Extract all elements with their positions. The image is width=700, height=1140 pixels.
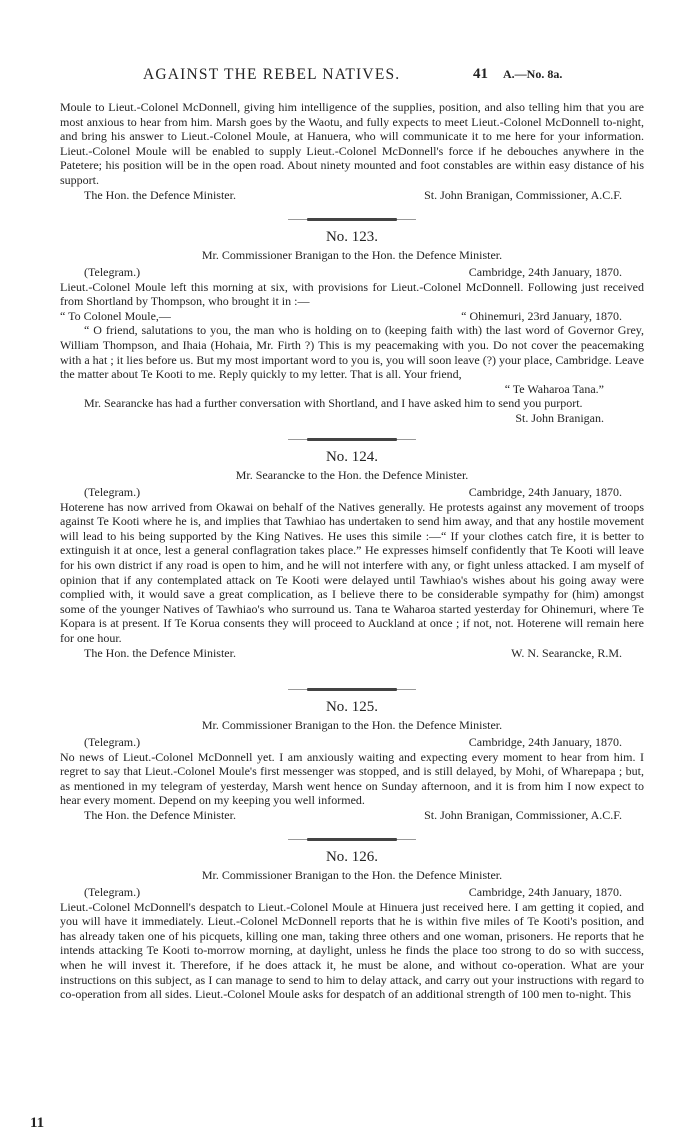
telegram-label: (Telegram.) xyxy=(84,885,141,899)
place-date: Cambridge, 24th January, 1870. xyxy=(468,485,622,499)
section-number: No. 124. xyxy=(325,449,379,465)
section-route: Mr. Commissioner Branigan to the Hon. the Defence Minister. xyxy=(201,248,503,262)
section-number: No. 126. xyxy=(325,849,379,865)
section-123 xyxy=(60,218,644,426)
section-signature: St. John Branigan, Commissioner, A.C.F. xyxy=(424,807,622,822)
letter-date: “ Ohinemuri, 23rd January, 1870. xyxy=(461,308,622,323)
section-number: No. 125. xyxy=(325,699,379,715)
header-title: AGAINST THE REBEL NATIVES. xyxy=(143,66,401,83)
section-divider xyxy=(307,838,397,841)
telegram-label: (Telegram.) xyxy=(84,265,141,279)
place-date: Cambridge, 24th January, 1870. xyxy=(468,885,622,899)
section-after: Mr. Searancke has had a further conversation with Shortland, and I have asked him to send you purport. xyxy=(84,396,583,411)
section-body: Lieut.-Colonel Moule left this morning at six, with provisions for Lieut.-Colonel McDonnell. Following just received from Shortland by Thompson, who brought it in :— xyxy=(60,279,644,309)
place-date: Cambridge, 24th January, 1870. xyxy=(468,735,622,749)
section-route: Mr. Searancke to the Hon. the Defence Minister. xyxy=(235,468,469,482)
letter-signed: “ Te Waharoa Tana.” xyxy=(504,381,604,396)
section-number: No. 123. xyxy=(325,229,379,245)
intro-addressee: The Hon. the Defence Minister. xyxy=(84,187,236,202)
section-addressee: The Hon. the Defence Minister. xyxy=(84,645,236,660)
section-addressee: The Hon. the Defence Minister. xyxy=(84,807,236,822)
section-body: Lieut.-Colonel McDonnell's despatch to Lieut.-Colonel Moule at Hinuera just received here. I am getting it copied, and you will have it immediately. Lieut.-Colonel McDonnell reports that he is within five miles of Te Kooti's position, and has already taken one of his picquets, killing one man, taking three others and one woman, prisoners. He reports that he intends attacking Te Kooti to-morrow morning, at daylight, unless he finds the place too strong to do so with success, when he will invest it. Therefore, if he does attack it, he must be alone, and without co-operation. What are your instructions on this subject, as I can manage to send to him to delay attack, and carry out your instructions with regard to co-operation from all sides. Lieut.-Colonel Moule asks for despatch of an additional strength of 100 men to-night. This xyxy=(60,899,644,1002)
page-number: 41 xyxy=(473,66,488,82)
letter-salutation: “ To Colonel Moule,— xyxy=(60,308,171,323)
intro-continuation xyxy=(60,100,644,202)
section-route: Mr. Commissioner Branigan to the Hon. the Defence Minister. xyxy=(201,718,503,732)
section-divider xyxy=(307,218,397,221)
section-signature: St. John Branigan. xyxy=(515,410,604,425)
signature-mark: 11 xyxy=(30,1115,45,1131)
section-124 xyxy=(60,438,644,660)
section-route: Mr. Commissioner Branigan to the Hon. the Defence Minister. xyxy=(201,868,503,882)
document-reference: A.—No. 8a. xyxy=(503,67,563,81)
place-date: Cambridge, 24th January, 1870. xyxy=(468,265,622,279)
telegram-label: (Telegram.) xyxy=(84,485,141,499)
section-body: No news of Lieut.-Colonel McDonnell yet. I am anxiously waiting and expecting every moment to hear from him. I regret to say that Lieut.-Colonel Moule's first messenger was stopped, and is still delayed, by Mohi, of Wharepapa ; but, as mentioned in my telegram of yesterday, Marsh went hence on Sunday afternoon, and it is from him I now expect to hear every moment. Depend on my keeping you well informed. xyxy=(60,749,644,808)
intro-text: Moule to Lieut.-Colonel McDonnell, giving him intelligence of the supplies, position, and also telling him that you are most anxious to hear from him. Marsh goes by the Waotu, and fully expects to meet Lieut.-Colonel McDonnell to-night, and bring his answer to Lieut.-Colonel Moule, at Hanuera, who will communicate it to me here for your information. Lieut.-Colonel Moule will be enabled to supply Lieut.-Colonel McDonnell's force if he debouches anywhere in the Patetere; his position will be in the open road. About ninety mounted and foot constables are within easy distance of his support. xyxy=(60,100,644,187)
intro-signature: St. John Branigan, Commissioner, A.C.F. xyxy=(424,187,622,202)
section-divider xyxy=(307,688,397,691)
running-header xyxy=(0,66,640,86)
section-126 xyxy=(60,838,644,1002)
section-divider xyxy=(307,438,397,441)
section-125 xyxy=(60,688,644,823)
letter-body: “ O friend, salutations to you, the man who is holding on to (keeping faith with) the last word of Governor Grey, William Thompson, and Ihaia (Hohaia, Mr. Firth ?) This is my peacemaking with you. Do not cover the peacemaking with a hat ; it lies before us. But my most important word to you is, you will soon leave (?) your place, Cambridge. Leave the matter about Te Kooti to me. Reply quickly to my letter. That is all. Your friend, xyxy=(60,323,644,382)
telegram-label: (Telegram.) xyxy=(84,735,141,749)
section-signature: W. N. Searancke, R.M. xyxy=(511,645,622,660)
section-body: Hoterene has now arrived from Okawai on behalf of the Natives generally. He protests against any movement of troops against Te Kooti where he is, and implies that Tawhiao has undertaken to send him away, and that any hostile movement will lead to his being supported by the King Natives. He uses this simile :—“ If your clothes catch fire, it is better to extinguish it at once, lest a general conflagration takes place.” He expresses himself confidently that Te Kooti will leave for his own district if any road is open to him, and he will not interfere with any, or fight unless attacked. I am myself of opinion that if any contemplated attack on Te Kooti were delayed until Tawhiao's wishes about his going away were complied with, it would save a great complication, as I believe there to be considerable sympathy for (him) amongst some of the younger Natives of Tawhiao's who surround us. Tana te Waharoa started yesterday for Ohinemuri, where Te Kopara is at present. If Te Korua consents they will proceed to Auckland at once ; if not, not. Hoterene will remain here for one hour. xyxy=(60,499,644,645)
